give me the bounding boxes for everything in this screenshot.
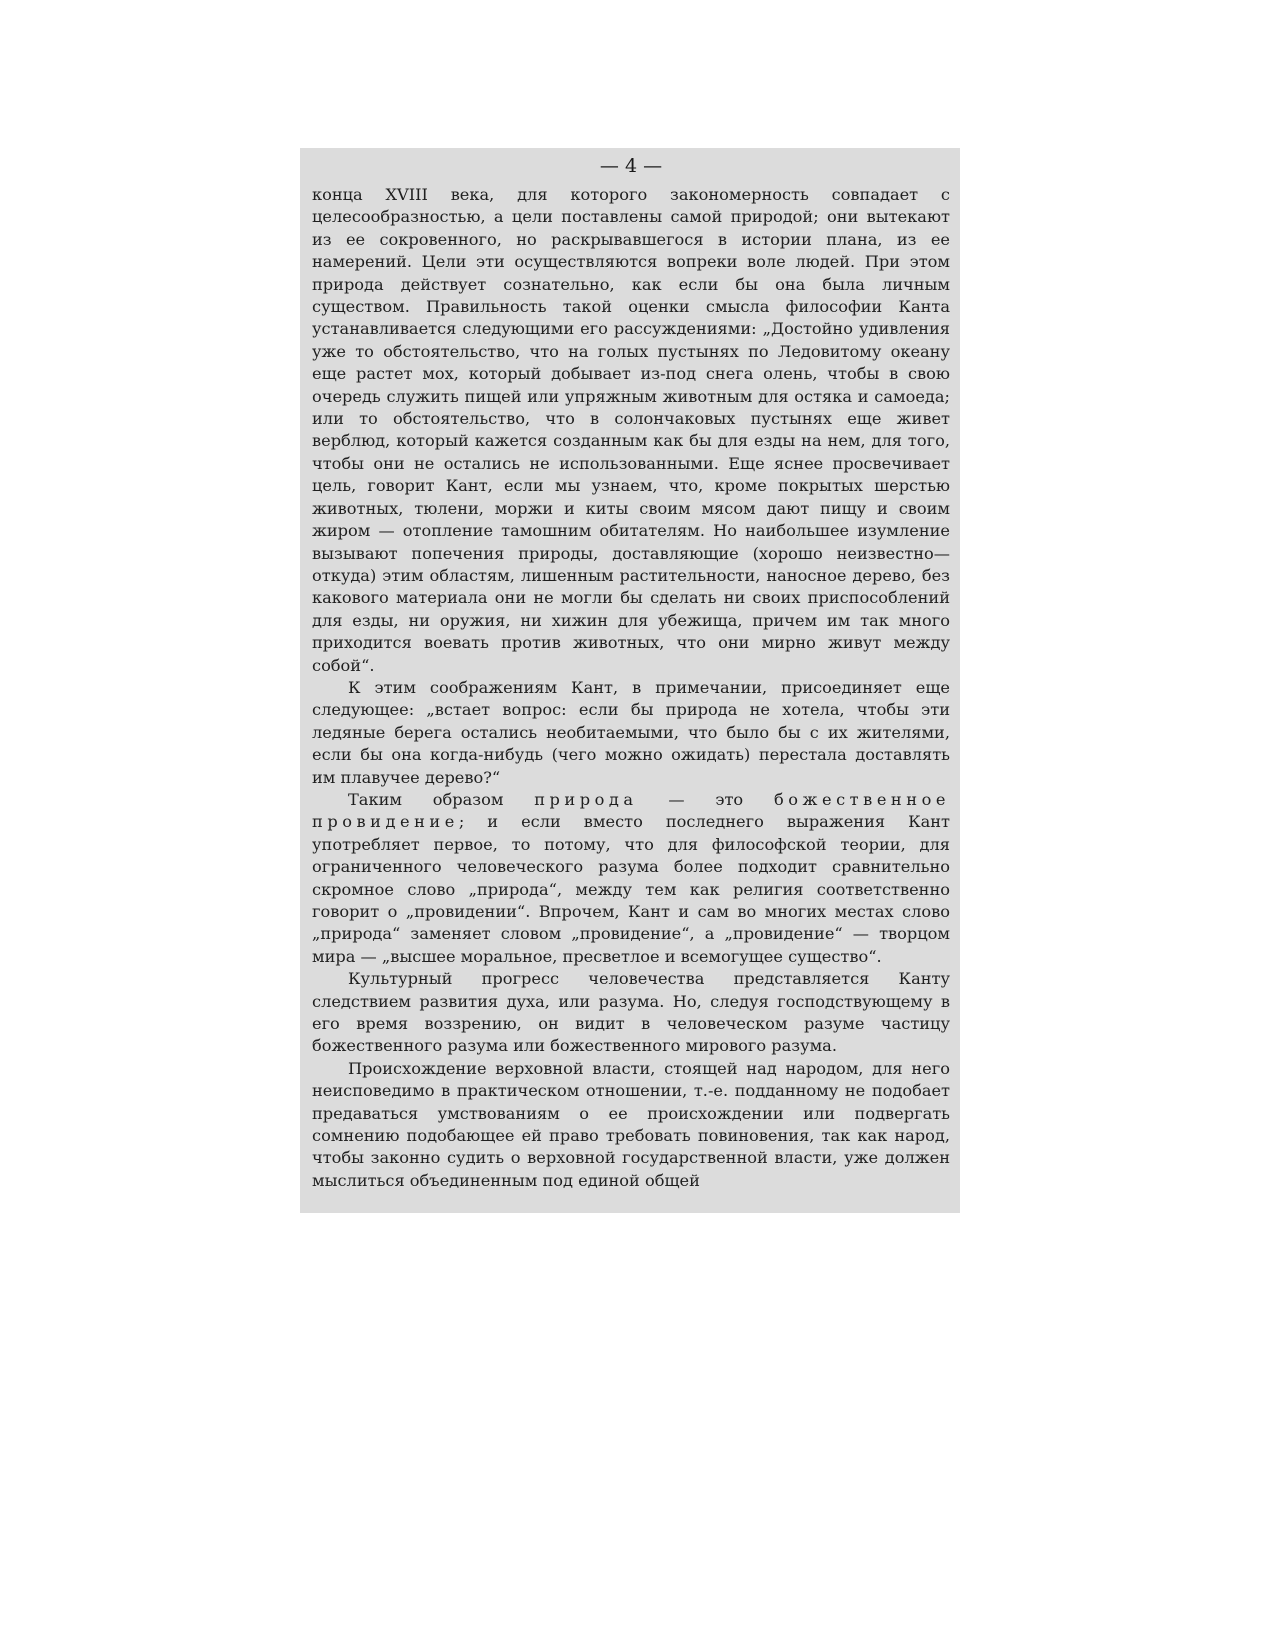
paragraph-2: К этим соображениям Кант, в примечании, присоединяет еще следующее: „встает вопрос: если бы природа не хотела, чтобы эти ледяные берега остались необитаемыми, что было бы с их жителями, если бы она когда-нибудь (чего можно ожидать) перестала доставлять им плавучее дерево?“ — [312, 677, 950, 787]
page-number: — 4 — — [599, 155, 663, 177]
paragraph-5: Происхождение верховной власти, стоящей над народом, для него неисповедимо в практическом отношении, т.-е. подданному не подобает предаваться умствованиям о ее происхождении или подвергать сомнению подобающее ей право требовать повиновения, так как народ, чтобы законно судить о верховной государственной власти, уже должен мыслиться объединенным под единой общей — [312, 1058, 950, 1190]
paragraph-3-before: Таким образом — [348, 789, 535, 809]
scanned-page — [300, 148, 960, 1213]
paragraph-3 — [312, 789, 950, 968]
emphasis-providence: божественное провидение — [312, 789, 950, 832]
paragraph-3-middle: — это — [637, 789, 774, 809]
paragraph-3-after: ; и если вместо последнего выражения Кант употребляет первое, то потому, что для философской теории, для ограниченного человеческого разума более подходит сравнительно скромное слово „природа“, между тем как религия соответственно говорит о „провидении“. Впрочем, Кант и сам во многих местах слово „природа“ заменяет словом „провидение“, а „провидение“ — творцом мира — „высшее моральное, пресветлое и всемогущее существо“. — [312, 812, 950, 966]
paragraph-1: конца XVIII века, для которого закономерность совпадает с целесообразностью, а цели поставлены самой природой; они вытекают из ее сокровенного, но раскрывавшегося в истории плана, из ее намерений. Цели эти осуществляются вопреки воле людей. При этом природа действует сознательно, как если бы она была личным существом. Правильность такой оценки смысла философии Канта устанавливается следующими его рассуждениями: „Достойно удивления уже то обстоятельство, что на голых пустынях по Ледовитому океану еще растет мох, который добывает из-под снега олень, чтобы в свою очередь служить пищей или упряжным животным для остяка и самоеда; или то обстоятельство, что в солончаковых пустынях еще живет верблюд, который кажется созданным как бы для езды на нем, для того, чтобы они не остались не использованными. Еще яснее просвечивает цель, говорит Кант, если мы узнаем, что, кроме покрытых шерстью животных, тюлени, моржи и киты своим мясом дают пищу и своим жиром — отопление тамошним обитателям. Но наибольшее изумление вызывают попечения природы, доставляющие (хорошо неизвестно—откуда) этим областям, лишенным растительности, наносное дерево, без какового материала они не могли бы сделать ни своих приспособлений для езды, ни оружия, ни хижин для убежища, причем им так много приходится воевать против животных, что они мирно живут между собой“. — [312, 185, 950, 675]
paragraph-4: Культурный прогресс человечества представляется Канту следствием развития духа, или разума. Но, следуя господствующему в его время воззрению, он видит в человеческом разуме частицу божественного разума или божественного мирового разума. — [312, 969, 950, 1056]
emphasis-nature: природа — [534, 789, 638, 809]
